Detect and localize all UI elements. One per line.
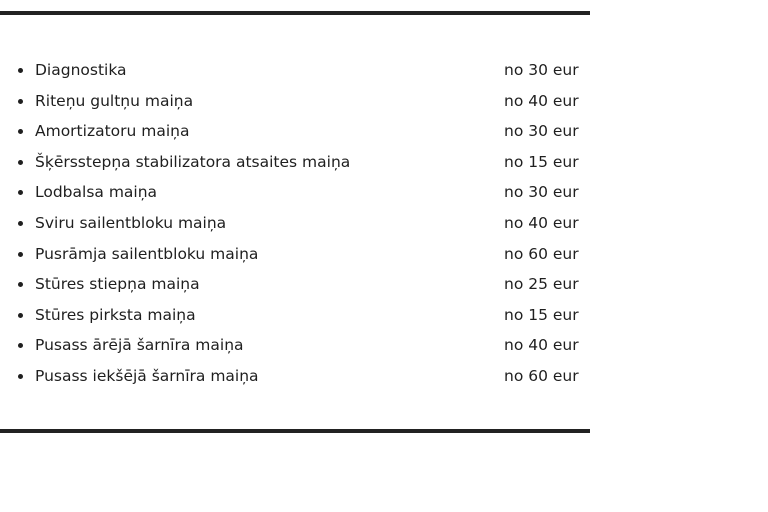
bullet-icon: [18, 160, 23, 165]
list-item: [0, 177, 590, 208]
service-price: no 30 eur: [504, 61, 579, 79]
bullet-icon: [18, 282, 23, 287]
bullet-icon: [18, 190, 23, 195]
service-name: Sviru sailentbloku maiņa: [35, 213, 227, 232]
bullet-icon: [18, 343, 23, 348]
bullet-icon: [18, 99, 23, 104]
list-item: [0, 269, 590, 300]
service-price: no 15 eur: [504, 305, 579, 324]
service-price-list: [0, 55, 590, 392]
service-price: no 40 eur: [504, 336, 579, 355]
bullet-icon: [18, 68, 23, 73]
top-divider: [0, 11, 590, 15]
service-price: no 30 eur: [504, 122, 579, 141]
service-name: Šķērsstepņa stabilizatora atsaites maiņa: [35, 152, 351, 171]
bullet-icon: [18, 374, 23, 379]
service-name: Stūres stiepņa maiņa: [35, 275, 200, 294]
bullet-icon: [18, 313, 23, 318]
service-name: Pusass iekšējā šarnīra maiņa: [35, 366, 259, 385]
service-name: Pusrāmja sailentbloku maiņa: [35, 244, 259, 263]
service-price: no 60 eur: [504, 244, 579, 263]
list-item: [0, 300, 590, 331]
list-item: [0, 330, 590, 361]
list-item: [0, 86, 590, 117]
bullet-icon: [18, 129, 23, 134]
service-name: Amortizatoru maiņa: [35, 122, 190, 141]
service-price: no 30 eur: [504, 183, 579, 202]
service-name: Pusass ārējā šarnīra maiņa: [35, 336, 244, 355]
service-price: no 40 eur: [504, 213, 579, 232]
service-price: no 60 eur: [504, 366, 579, 385]
list-item: [0, 116, 590, 147]
service-name: Riteņu gultņu maiņa: [35, 91, 194, 110]
list-item: [0, 147, 590, 178]
service-price: no 40 eur: [504, 91, 579, 110]
list-item: [0, 208, 590, 239]
bottom-divider: [0, 429, 590, 433]
list-item: [0, 239, 590, 270]
list-item: [0, 361, 590, 392]
service-price: no 25 eur: [504, 275, 579, 294]
service-name: Diagnostika: [35, 61, 127, 79]
service-name: Stūres pirksta maiņa: [35, 305, 196, 324]
service-name: Lodbalsa maiņa: [35, 183, 158, 202]
bullet-icon: [18, 221, 23, 226]
service-price: no 15 eur: [504, 152, 579, 171]
bullet-icon: [18, 252, 23, 257]
list-item: [0, 55, 590, 86]
